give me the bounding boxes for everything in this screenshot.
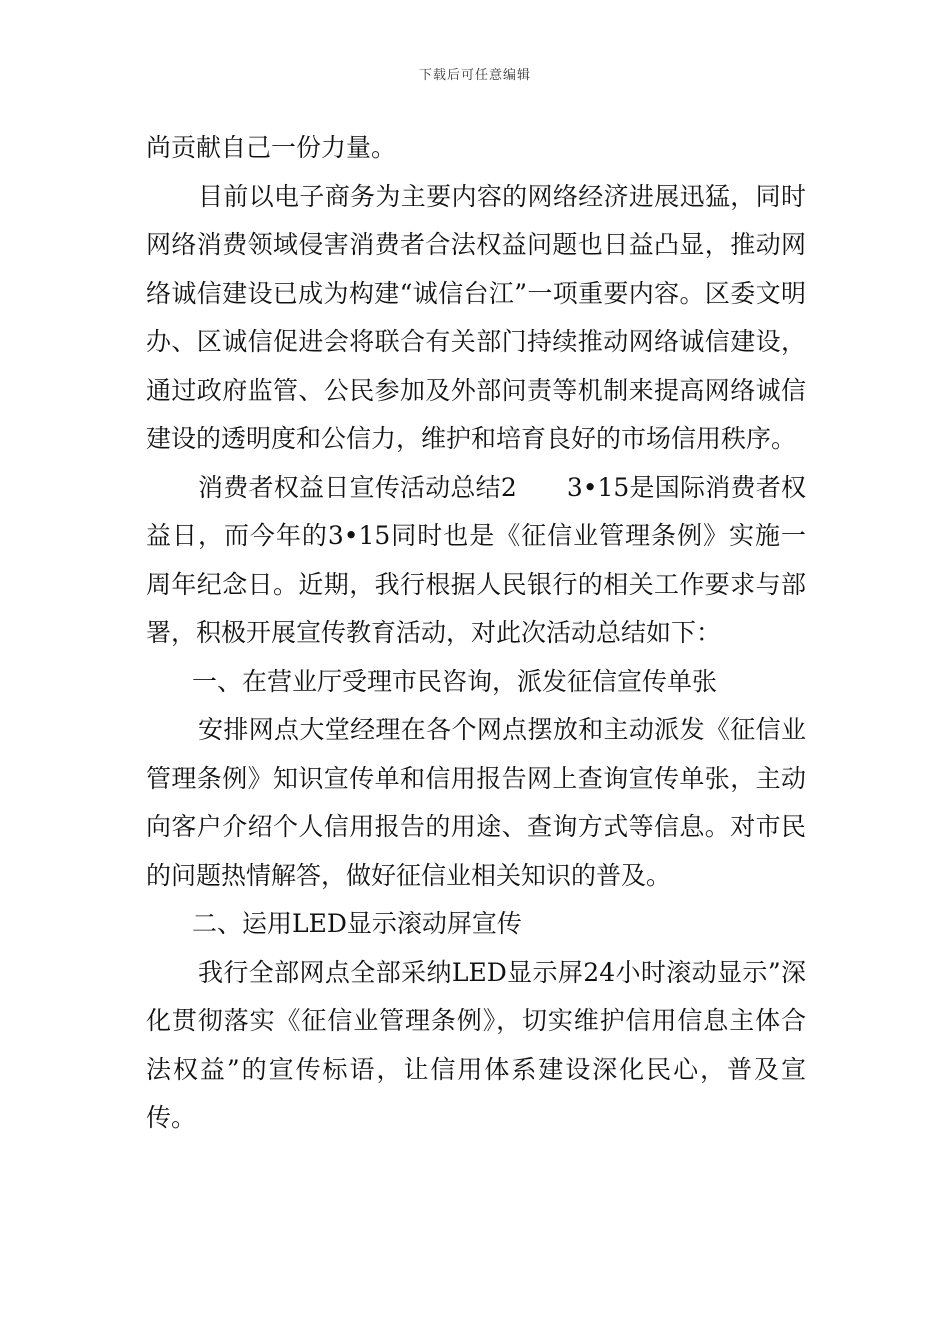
paragraph-network-credit: 目前以电子商务为主要内容的网络经济进展迅猛，同时网络消费领域侵害消费者合法权益问题也日益凸显，推动网络诚信建设已成为构建“诚信台江”一项重要内容。区委文明办、区诚信促进会将联合有关部门持续推动网络诚信建设，通过政府监管、公民参加及外部问责等机制来提高网络诚信建设的透明度和公信力，维护和培育良好的市场信用秩序。 xyxy=(146,181,806,453)
section-heading-1: 一、在营业厅受理市民咨询，派发征信宣传单张 xyxy=(192,666,718,696)
paragraph-section-2: 我行全部网点全部采纳LED显示屏24小时滚动显示”深化贯彻落实《征信业管理条例》，切实维护信用信息主体合法权益”的宣传标语，让信用体系建设深化民心，普及宣传。 xyxy=(146,957,806,1132)
document-body xyxy=(146,124,806,1143)
paragraph-summary-intro xyxy=(146,464,806,658)
section-heading-2: 二、运用LED显示滚动屏宣传 xyxy=(192,909,522,938)
summary-text: 3•15是国际消费者权益日，而今年的3•15同时也是《征信业管理条例》实施一周年纪念日。近期，我行根据人民银行的相关工作要求与部署，积极开展宣传教育活动，对此次活动总结如下： xyxy=(146,472,806,647)
paragraph-continuation: 尚贡献自己一份力量。 xyxy=(146,133,397,162)
page-header-note: 下载后可任意编辑 xyxy=(418,68,531,83)
paragraph-section-1: 安排网点大堂经理在各个网点摆放和主动派发《征信业管理条例》知识宣传单和信用报告网上查询宣传单张，主动向客户介绍个人信用报告的用途、查询方式等信息。对市民的问题热情解答，做好征信业相关知识的普及。 xyxy=(146,715,806,890)
summary-title: 消费者权益日宣传活动总结2 xyxy=(198,472,517,502)
